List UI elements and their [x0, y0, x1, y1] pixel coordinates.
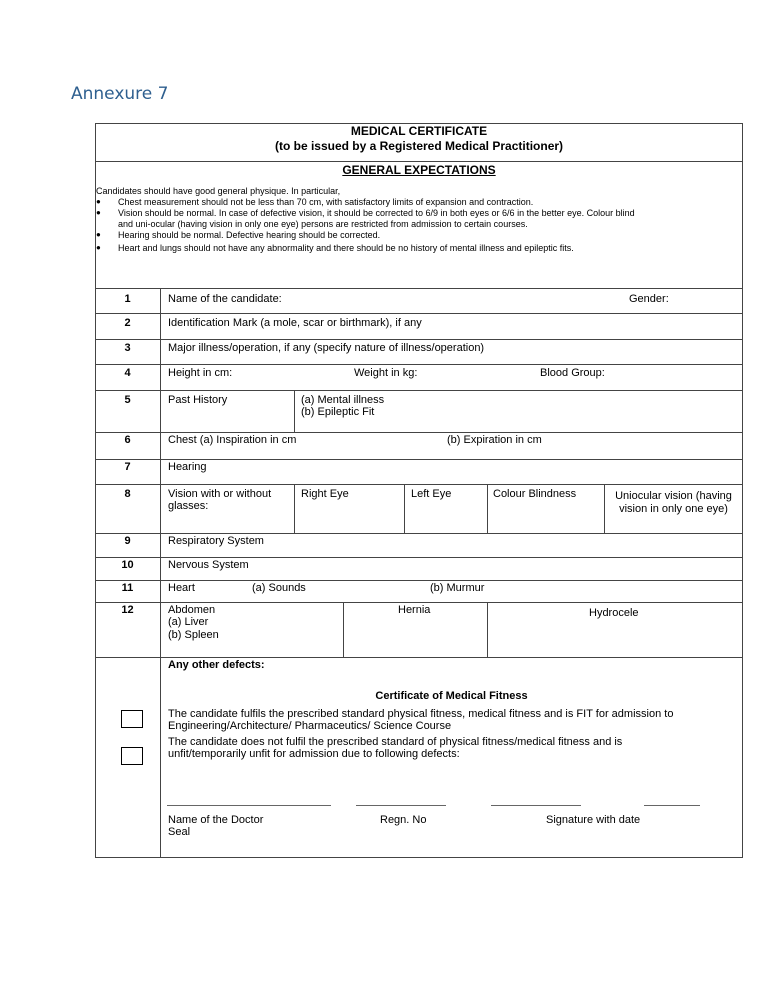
heart-sounds-label: (a) Sounds [252, 582, 306, 594]
vision-label-2: glasses: [168, 500, 209, 512]
seal-label: Seal [168, 826, 191, 838]
date-line [644, 805, 700, 806]
gender-label: Gender: [629, 293, 669, 305]
vision-label: Vision with or without [168, 488, 272, 500]
regn-label: Regn. No [380, 814, 427, 826]
respiratory-label: Respiratory System [168, 535, 264, 547]
signature-label: Signature with date [546, 814, 641, 826]
height-label: Height in cm: [168, 367, 233, 379]
chest-inspiration-label: Chest (a) Inspiration in cm [168, 434, 297, 446]
row-number: 2 [124, 317, 131, 329]
bullet-icon: ● [96, 243, 101, 252]
divider [95, 533, 743, 534]
divider [95, 459, 743, 460]
uniocular-label: Uniocular vision (having [615, 490, 732, 502]
number-column-line [160, 288, 161, 858]
row-number: 3 [124, 342, 131, 354]
mental-illness-label: (a) Mental illness [301, 394, 385, 406]
divider [95, 602, 743, 603]
blood-group-label: Blood Group: [540, 367, 605, 379]
divider [95, 288, 743, 289]
row-number: 6 [124, 434, 131, 446]
hydrocele-label: Hydrocele [589, 607, 639, 619]
candidate-name-label: Name of the candidate: [168, 293, 282, 305]
divider [95, 657, 743, 658]
row-number: 9 [124, 535, 131, 547]
annexure-label: Annexure 7 [71, 84, 169, 104]
divider [95, 557, 743, 558]
cell-line [343, 602, 344, 657]
row-number: 8 [124, 488, 131, 500]
expectation-item: and uni-ocular (having vision in only one eye) persons are restricted from admission to certain courses. [118, 219, 528, 229]
unfit-checkbox[interactable] [121, 747, 143, 765]
epileptic-fit-label: (b) Epileptic Fit [301, 406, 375, 418]
certificate-title: MEDICAL CERTIFICATE [350, 124, 488, 138]
row-number: 11 [121, 582, 134, 594]
abdomen-label: Abdomen [168, 604, 216, 616]
row-number: 1 [124, 293, 131, 305]
fit-statement: The candidate fulfils the prescribed standard physical fitness, medical fitness and is FIT for admission to [168, 708, 674, 720]
cell-line [294, 484, 295, 533]
cell-line [404, 484, 405, 533]
bullet-icon: ● [96, 208, 101, 217]
uniocular-label-2: vision in only one eye) [619, 503, 728, 515]
cell-line [487, 484, 488, 533]
heart-label: Heart [168, 582, 195, 594]
row-number: 10 [121, 559, 134, 571]
major-illness-label: Major illness/operation, if any (specify nature of illness/operation) [168, 342, 485, 354]
chest-expiration-label: (b) Expiration in cm [447, 434, 542, 446]
unfit-statement: The candidate does not fulfil the prescribed standard of physical fitness/medical fitness and is [168, 736, 623, 748]
divider [95, 161, 743, 162]
row-number: 7 [124, 461, 131, 473]
heart-murmur-label: (b) Murmur [430, 582, 485, 594]
expectation-item: Heart and lungs should not have any abnormality and there should be no history of mental illness and epileptic fits. [118, 243, 574, 253]
right-eye-label: Right Eye [301, 488, 349, 500]
signature-line [491, 805, 581, 806]
other-defects-label: Any other defects: [168, 659, 265, 671]
expectations-intro: Candidates should have good general physique. In particular, [96, 186, 341, 196]
bullet-icon: ● [96, 197, 101, 206]
cell-line [487, 602, 488, 657]
expectations-heading: GENERAL EXPECTATIONS [342, 163, 496, 177]
nervous-label: Nervous System [168, 559, 249, 571]
colour-blindness-label: Colour Blindness [493, 488, 577, 500]
spleen-label: (b) Spleen [168, 629, 219, 641]
past-history-label: Past History [168, 394, 228, 406]
hearing-label: Hearing [168, 461, 207, 473]
divider [95, 339, 743, 340]
row-number: 4 [124, 367, 131, 379]
unfit-statement-2: unfit/temporarily unfit for admission due to following defects: [168, 748, 460, 760]
divider [95, 484, 743, 485]
fit-statement-2: Engineering/Architecture/ Pharmaceutics/ Science Course [168, 720, 452, 732]
liver-label: (a) Liver [168, 616, 209, 628]
expectation-item: Chest measurement should not be less than 70 cm, with satisfactory limits of expansion and contraction. [118, 197, 534, 207]
divider [95, 364, 743, 365]
doctor-name-line [167, 805, 331, 806]
expectation-item: Vision should be normal. In case of defective vision, it should be corrected to 6/9 in both eyes or 6/6 in the better eye. Colour blind [118, 208, 635, 218]
divider [95, 580, 743, 581]
identification-mark-label: Identification Mark (a mole, scar or birthmark), if any [168, 317, 422, 329]
bullet-icon: ● [96, 230, 101, 239]
left-eye-label: Left Eye [411, 488, 452, 500]
divider [95, 390, 743, 391]
certificate-fitness-title: Certificate of Medical Fitness [375, 690, 528, 702]
divider [95, 432, 743, 433]
weight-label: Weight in kg: [354, 367, 418, 379]
cell-line [294, 390, 295, 432]
hernia-label: Hernia [398, 604, 431, 616]
expectation-item: Hearing should be normal. Defective hearing should be corrected. [118, 230, 381, 240]
row-number: 12 [121, 604, 134, 616]
regn-line [356, 805, 446, 806]
row-number: 5 [124, 394, 131, 406]
doctor-name-label: Name of the Doctor [168, 814, 264, 826]
divider [95, 313, 743, 314]
fit-checkbox[interactable] [121, 710, 143, 728]
certificate-subtitle: (to be issued by a Registered Medical Practitioner) [274, 139, 564, 153]
